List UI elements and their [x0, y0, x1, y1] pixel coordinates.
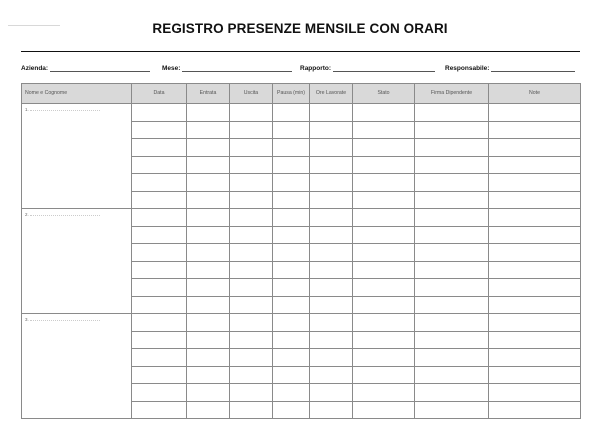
table-cell[interactable]: [310, 349, 353, 367]
table-cell[interactable]: [353, 191, 415, 209]
table-cell[interactable]: [415, 401, 489, 419]
table-cell[interactable]: [230, 174, 273, 192]
name-entry-line: [30, 320, 100, 321]
table-cell[interactable]: [230, 104, 273, 122]
table-cell[interactable]: [187, 331, 230, 349]
field-azienda-label: Azienda:: [21, 65, 49, 72]
table-body: [22, 104, 581, 419]
table-cell[interactable]: [310, 261, 353, 279]
table-cell[interactable]: [273, 209, 310, 227]
table-cell[interactable]: [310, 401, 353, 419]
table-cell[interactable]: [415, 209, 489, 227]
field-rapporto-line[interactable]: [333, 64, 435, 72]
name-entry-line: [30, 110, 100, 111]
table-cell[interactable]: [415, 226, 489, 244]
table-cell[interactable]: [187, 279, 230, 297]
field-rapporto-label: Rapporto:: [300, 65, 332, 72]
table-cell[interactable]: [489, 209, 581, 227]
name-entry-line: [30, 215, 100, 216]
table-cell[interactable]: [489, 279, 581, 297]
table-cell[interactable]: [489, 314, 581, 332]
table-cell[interactable]: [273, 104, 310, 122]
field-mese: [162, 64, 292, 74]
table-cell[interactable]: [310, 209, 353, 227]
table-row: [22, 104, 581, 122]
table-cell[interactable]: [310, 331, 353, 349]
table-cell[interactable]: [310, 156, 353, 174]
table-cell[interactable]: [489, 104, 581, 122]
table-cell[interactable]: [489, 261, 581, 279]
table-cell[interactable]: [273, 331, 310, 349]
table-cell[interactable]: [353, 296, 415, 314]
col-header-data: Data: [132, 84, 187, 104]
table-cell[interactable]: [310, 226, 353, 244]
table-cell[interactable]: [230, 226, 273, 244]
table-cell[interactable]: [132, 261, 187, 279]
table-cell[interactable]: [310, 384, 353, 402]
table-cell[interactable]: [415, 279, 489, 297]
table-cell[interactable]: [187, 244, 230, 262]
col-header-stato: Stato: [353, 84, 415, 104]
table-cell[interactable]: [132, 366, 187, 384]
table-cell[interactable]: [187, 174, 230, 192]
title-divider: [21, 51, 580, 52]
col-header-nome: Nome e Cognome: [22, 84, 132, 104]
table-cell[interactable]: [273, 279, 310, 297]
table-cell[interactable]: [310, 314, 353, 332]
table-cell[interactable]: [489, 384, 581, 402]
table-cell[interactable]: [415, 191, 489, 209]
table-cell[interactable]: [132, 156, 187, 174]
table-cell[interactable]: [230, 191, 273, 209]
table-cell[interactable]: [187, 261, 230, 279]
table-cell[interactable]: [230, 209, 273, 227]
table-cell[interactable]: [132, 384, 187, 402]
table-cell[interactable]: [230, 401, 273, 419]
table-cell[interactable]: [273, 121, 310, 139]
table-cell[interactable]: [273, 296, 310, 314]
table-cell[interactable]: [353, 314, 415, 332]
table-cell[interactable]: [132, 139, 187, 157]
table-cell[interactable]: [132, 314, 187, 332]
table-cell[interactable]: [489, 349, 581, 367]
table-cell[interactable]: [187, 226, 230, 244]
table-cell[interactable]: [353, 174, 415, 192]
field-azienda-line[interactable]: [50, 64, 150, 72]
col-header-ore: Ore Lavorate: [310, 84, 353, 104]
table-cell[interactable]: [489, 331, 581, 349]
table-header-row: [22, 84, 581, 104]
col-header-uscita: Uscita: [230, 84, 273, 104]
table-cell[interactable]: [489, 244, 581, 262]
table-cell[interactable]: [310, 121, 353, 139]
col-header-firma: Firma Dipendente: [415, 84, 489, 104]
table-cell[interactable]: [187, 314, 230, 332]
table-cell[interactable]: [415, 139, 489, 157]
table-cell[interactable]: [132, 209, 187, 227]
col-header-entrata: Entrata: [187, 84, 230, 104]
table-cell[interactable]: [353, 349, 415, 367]
table-cell[interactable]: [273, 366, 310, 384]
table-cell[interactable]: [310, 191, 353, 209]
table-cell[interactable]: [187, 121, 230, 139]
table-cell[interactable]: [132, 174, 187, 192]
table-cell[interactable]: [415, 261, 489, 279]
col-header-note: Note: [489, 84, 581, 104]
employee-number: 1.: [25, 107, 29, 112]
table-cell[interactable]: [230, 384, 273, 402]
table-row: [22, 209, 581, 227]
table-cell[interactable]: [415, 366, 489, 384]
table-cell[interactable]: [353, 209, 415, 227]
table-cell[interactable]: [132, 349, 187, 367]
table-cell[interactable]: [273, 349, 310, 367]
field-responsabile-label: Responsabile:: [445, 65, 490, 72]
field-responsabile-line[interactable]: [491, 64, 575, 72]
table-cell[interactable]: [415, 156, 489, 174]
table-cell[interactable]: [187, 384, 230, 402]
table-cell[interactable]: [187, 349, 230, 367]
table-cell[interactable]: [353, 279, 415, 297]
col-header-pausa: Pausa (min): [273, 84, 310, 104]
table-cell[interactable]: [132, 244, 187, 262]
table-cell[interactable]: [230, 331, 273, 349]
table-cell[interactable]: [353, 156, 415, 174]
table-cell[interactable]: [310, 244, 353, 262]
field-mese-line[interactable]: [182, 64, 292, 72]
table-cell[interactable]: [273, 174, 310, 192]
table-cell[interactable]: [415, 349, 489, 367]
page-title: REGISTRO PRESENZE MENSILE CON ORARI: [152, 21, 448, 36]
table-cell[interactable]: [273, 156, 310, 174]
table-cell[interactable]: [273, 139, 310, 157]
table-cell[interactable]: [310, 296, 353, 314]
table-cell[interactable]: [273, 261, 310, 279]
field-responsabile: [445, 64, 575, 74]
table-cell[interactable]: [415, 314, 489, 332]
table-cell[interactable]: [273, 191, 310, 209]
attendance-table: [21, 83, 581, 419]
table-cell[interactable]: [310, 174, 353, 192]
table-cell[interactable]: [230, 279, 273, 297]
table-cell[interactable]: [353, 401, 415, 419]
table-cell[interactable]: [132, 279, 187, 297]
table-cell[interactable]: [187, 401, 230, 419]
table-cell[interactable]: [230, 314, 273, 332]
table-cell[interactable]: [415, 104, 489, 122]
table-cell[interactable]: [187, 366, 230, 384]
table-cell[interactable]: [489, 156, 581, 174]
table-cell[interactable]: [132, 331, 187, 349]
table-cell[interactable]: [353, 384, 415, 402]
table-cell[interactable]: [353, 366, 415, 384]
table-cell[interactable]: [353, 244, 415, 262]
table-cell[interactable]: [273, 314, 310, 332]
table-cell[interactable]: [310, 104, 353, 122]
table-cell[interactable]: [230, 121, 273, 139]
table-cell[interactable]: [230, 296, 273, 314]
table-cell[interactable]: [132, 226, 187, 244]
table-cell[interactable]: [230, 156, 273, 174]
field-rapporto: [300, 64, 435, 74]
table-cell[interactable]: [132, 296, 187, 314]
employee-name-cell[interactable]: [22, 104, 132, 209]
table-cell[interactable]: [489, 401, 581, 419]
table-cell[interactable]: [353, 139, 415, 157]
table-cell[interactable]: [230, 366, 273, 384]
table-cell[interactable]: [132, 104, 187, 122]
employee-number: 2.: [25, 212, 29, 217]
table-cell[interactable]: [415, 331, 489, 349]
table-cell[interactable]: [310, 366, 353, 384]
table-cell[interactable]: [489, 191, 581, 209]
table-cell[interactable]: [415, 121, 489, 139]
table-cell[interactable]: [489, 174, 581, 192]
table-cell[interactable]: [489, 296, 581, 314]
table-cell[interactable]: [415, 244, 489, 262]
table-cell[interactable]: [132, 121, 187, 139]
table-cell[interactable]: [489, 366, 581, 384]
table-cell[interactable]: [187, 191, 230, 209]
table-cell[interactable]: [353, 121, 415, 139]
table-cell[interactable]: [353, 226, 415, 244]
table-cell[interactable]: [273, 244, 310, 262]
table-cell[interactable]: [273, 401, 310, 419]
table-cell[interactable]: [187, 139, 230, 157]
table-cell[interactable]: [132, 401, 187, 419]
table-cell[interactable]: [415, 174, 489, 192]
employee-name-cell[interactable]: [22, 209, 132, 314]
table-cell[interactable]: [415, 296, 489, 314]
field-azienda: [21, 64, 150, 74]
table-cell[interactable]: [489, 139, 581, 157]
table-cell[interactable]: [310, 139, 353, 157]
table-cell[interactable]: [187, 296, 230, 314]
table-cell[interactable]: [132, 191, 187, 209]
table-cell[interactable]: [187, 104, 230, 122]
table-cell[interactable]: [310, 279, 353, 297]
table-cell[interactable]: [353, 261, 415, 279]
table-cell[interactable]: [273, 384, 310, 402]
table-cell[interactable]: [273, 226, 310, 244]
table-cell[interactable]: [230, 139, 273, 157]
table-cell[interactable]: [230, 349, 273, 367]
table-cell[interactable]: [230, 244, 273, 262]
employee-name-cell[interactable]: [22, 314, 132, 419]
table-row: [22, 314, 581, 332]
table-cell[interactable]: [187, 156, 230, 174]
table-cell[interactable]: [489, 121, 581, 139]
table-cell[interactable]: [353, 104, 415, 122]
employee-number: 3.: [25, 317, 29, 322]
table-cell[interactable]: [187, 209, 230, 227]
table-cell[interactable]: [415, 384, 489, 402]
table-cell[interactable]: [489, 226, 581, 244]
table-cell[interactable]: [230, 261, 273, 279]
table-cell[interactable]: [353, 331, 415, 349]
field-mese-label: Mese:: [162, 65, 181, 72]
